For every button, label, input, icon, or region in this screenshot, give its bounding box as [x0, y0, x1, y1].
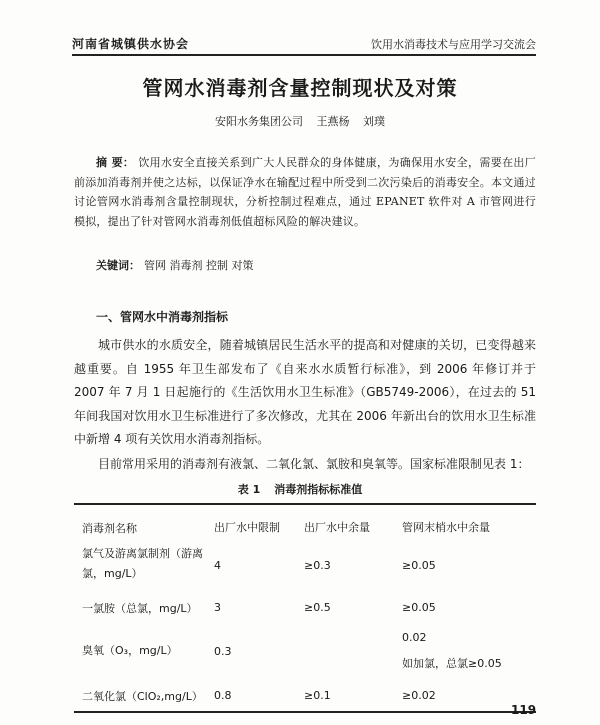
- table-cell-residual: ≥0.1: [304, 689, 331, 702]
- table-cell-end: ≥0.05: [402, 559, 436, 572]
- header-organization: 河南省城镇供水协会: [72, 37, 190, 51]
- section-heading: 一、管网水中消毒剂指标: [96, 310, 229, 324]
- table-cell-end: 0.02: [402, 631, 427, 644]
- table-cell-end: ≥0.05: [402, 601, 436, 614]
- table-header-cell: 出厂水中限制: [214, 521, 280, 534]
- table-cell-residual: ≥0.3: [304, 559, 331, 572]
- keywords: [96, 257, 254, 273]
- table-cell-end-note: 如加氯，总氯≥0.05: [402, 657, 502, 670]
- header-conference: 饮用水消毒技术与应用学习交流会: [371, 38, 536, 51]
- table-cell-name: 二氧化氯（ClO₂,mg/L）: [82, 690, 203, 703]
- body-paragraph-1: 城市供水的水质安全，随着城镇居民生活水平的提高和对健康的关切，已变得越来越重要。自 1955 年卫生部发布了《自来水水质暂行标准》，到 2006 年修订并于 2007 年 7 月 1 日起施行的《生活饮用水卫生标准》（GB5749-2006），在过去的 51 年间我国对饮用水卫生标准进行了多次修改，尤其在 2006 年新出台的饮用水卫生标准中新增 4 项有关饮用水消毒剂指标。: [74, 338, 536, 446]
- article-title: 管网水消毒剂含量控制现状及对策: [142, 76, 458, 100]
- table-cell-limit: 0.8: [214, 689, 232, 702]
- abstract-text: 饮用水安全直接关系到广大人民群众的身体健康，为确保用水安全，需要在出厂前添加消毒剂并使之达标，以保证净水在输配过程中所受到二次污染后的消毒安全。本文通过讨论管网水消毒剂含量控制现状，分析控制过程难点，通过 EPANET 软件对 A 市管网进行模拟，提出了针对管网水消毒剂低值超标风险的解决建议。: [74, 156, 536, 228]
- table-cell-residual: ≥0.5: [304, 601, 331, 614]
- abstract-label: 摘 要：: [96, 156, 135, 169]
- table-cell-limit: 0.3: [214, 645, 232, 658]
- table-row: [74, 625, 536, 681]
- keywords-text: 管网 消毒剂 控制 对策: [144, 259, 254, 272]
- body-paragraph-2: 目前常用采用的消毒剂有液氯、二氧化氯、氯胺和臭氧等。国家标准限制见表 1：: [98, 457, 530, 471]
- table-row: [74, 541, 536, 593]
- table-row: [74, 593, 536, 625]
- disinfectant-standards-table: [74, 503, 536, 713]
- table-header-row: [74, 505, 536, 541]
- table-caption-title: 消毒剂指标标准值: [274, 483, 363, 496]
- table-caption-number: 表 1: [237, 483, 261, 496]
- page-number: 119: [511, 703, 537, 717]
- table-cell-name: 氯气及游离氯制剂（游离氯，mg/L）: [82, 547, 203, 580]
- keywords-label: 关键词：: [96, 259, 140, 272]
- table-caption: [0, 481, 600, 497]
- article-authors: 安阳水务集团公司 王燕杨 刘璞: [215, 115, 385, 128]
- table-cell-limit: 4: [214, 559, 221, 572]
- table-cell-end: ≥0.02: [402, 689, 436, 702]
- table-header-cell: 出厂水中余量: [304, 521, 370, 534]
- table-cell-limit: 3: [214, 601, 221, 614]
- table-header-cell: 管网末梢水中余量: [402, 521, 490, 534]
- table-header-cell: 消毒剂名称: [82, 522, 137, 535]
- table-row: [74, 681, 536, 711]
- abstract: [74, 153, 536, 231]
- table-cell-name: 臭氧（O₃，mg/L）: [82, 644, 178, 657]
- running-header: [72, 32, 536, 56]
- table-cell-name: 一氯胺（总氯，mg/L）: [82, 602, 198, 615]
